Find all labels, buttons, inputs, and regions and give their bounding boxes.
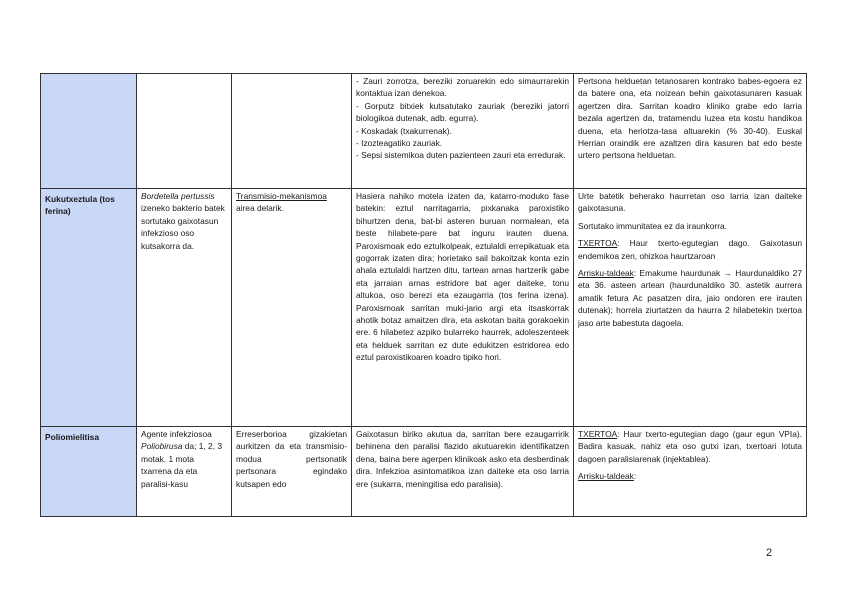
clinical-cell [352,189,574,427]
transmission-text: airea delarik. [236,203,284,214]
clinical-cell [352,427,574,517]
clinical-line: - Zauri zorrotza, bereziki zoruarekin edo simaurrarekin kontaktua izan denekoa. [356,76,569,99]
transmission-label: Transmisio-mekanismoa [236,191,327,201]
risk-groups-paragraph [578,267,802,329]
agent-description: da; 1, 2, 3 motak. 1 mota txarrena da eta paralisi-kasu [141,441,223,489]
table-row-kukutxeztula [41,189,807,427]
vaccine-label: TXERTOA [578,238,618,249]
risk-groups-text: : [633,471,637,482]
epidemiology-cell [574,427,807,517]
agent-italic-name: Poliobirusa [141,441,183,452]
disease-table [40,73,807,517]
risk-groups-label: Arrisku-taldeak [578,471,634,482]
transmission-cell [232,189,352,427]
disease-name-cell: Kukutxeztula (tos ferina) [41,189,137,427]
transmission-cell: Erreserborioa gizakietan aurkitzen da eta transmisio-modua pertsonatik pertsonara egindako kutsapen edo [232,427,352,517]
vaccine-text: : Haur txerto-egutegian dago. Gaixotasun endemikoa zen, ohizkoa haurtzaroan [578,238,802,261]
clinical-line: - Sepsi sistemikoa duten pazienteen zauri eta erredurak. [356,150,566,161]
clinical-text: Hasiera nahiko motela izaten da, katarro-moduko fase batekin: eztul narritagarria, pixkanaka paroxistiko bihurtzen dena, bat-bi asteren buruan normalean, eta beste hilabete-pare bat inguru irauten duena. Paroxismoak edo eztulkolpeak, eztulaldi errepikatuak eta gogorrak izaten dira; horietako sail bakoitzak konta ezin ahala eztulaldi hartzen ditu, tartean arnas hartzerik gabe eta jarraian arnas estridore bat ager daiteke, tonu altukoa, oso berezi eta ezaugarria (tos ferina izena). Paroxismoak sarritan muki-jario argi eta itsaskorrak ahotik botaz amaitzen dira, eta askotan baita gorakoekin ere. 6 hilabetez azpiko bularreko haurrek, adoleszenteek eta helduek sarritan ez dute edukitzen estridorea edo eztul paroxistikoaren koadro tipiko hori. [356,191,569,363]
risk-groups-label: Arrisku-taldeak [578,268,634,279]
vaccine-label: TXERTOA [578,429,618,439]
vaccine-paragraph [578,428,802,465]
vaccine-text: : Haur txerto-egutegian dago (gaur egun VPIa). Badira kasuak, nahiz eta oso gutxi izan, txertoari lotuta dagoen paralisiarenak (injektablea). [578,429,802,464]
risk-groups-text: : Emakume haurdunak → Haurdunaldiko 27 eta 36. asteen artean (haurdunaldiko 30. astetik aurrera amatik fetura Ac pasatzen dira, jaio ondoren ere irauten dutenak); horrela ziurtatzen da haurra 2 hilabetekin txertoa jaso arte babestuta dagoela. [578,268,802,328]
clinical-text: Gaixotasun biriko akutua da, sarritan bere ezaugarririk behinena den paralisi flazido akutuarekin identifikatzen dena, baina bere agerpen klinikoak asko eta desberdinak dira. Infekzioa asintomatikoa izan daiteke eta oso larria ere (sukarra, meningitisa edo paralisia). [356,429,569,489]
clinical-cell [352,74,574,189]
agent-cell [137,427,232,517]
table-row-poliomielitisa [41,427,807,517]
epidemiology-text: Urte batetik beherako haurretan oso larria izan daiteke gaixotasuna. [578,191,802,214]
table-row-tetanus-continued [41,74,807,189]
epidemiology-text: Sortutako immunitatea ez da iraunkorra. [578,220,727,231]
agent-italic-name: Bordetella pertussis [141,191,215,201]
disease-name-cell [41,74,137,189]
vaccine-paragraph [578,237,802,262]
epidemiology-cell [574,189,807,427]
transmission-cell [232,74,352,189]
agent-description: izeneko bakterio batek sortutako gaixotasun infekzioso oso kutsakorra da. [141,203,225,251]
disease-name-cell: Poliomielitisa [41,427,137,517]
agent-cell [137,74,232,189]
agent-prefix: Agente infekziosoa [141,429,212,439]
risk-groups-paragraph [578,470,802,482]
clinical-line: - Koskadak (txakurrenak). [356,125,452,136]
clinical-line: - Izozteagatiko zauriak. [356,138,443,149]
page-number: 2 [766,547,773,559]
epidemiology-text: Pertsona helduetan tetanosaren kontrako babes-egoera ez da batere ona, eta noizean behin gaixotasunaren kasuak agertzen dira. Sarritan koadro kliniko grabe edo larria bezala agertzen da, tratamendu luzea eta kostu handikoa duena, eta heriotza-tasa altuarekin (% 30-40). Euskal Herrian oraindik ere azaltzen dira kasuren bat edo beste urtero pertsona helduetan. [578,76,802,161]
agent-cell [137,189,232,427]
epidemiology-cell [574,74,807,189]
clinical-line: - Gorputz bitxiek kutsatutako zauriak (bereziki jatorri biologikoa dutenak, adb. egurra). [356,100,569,124]
